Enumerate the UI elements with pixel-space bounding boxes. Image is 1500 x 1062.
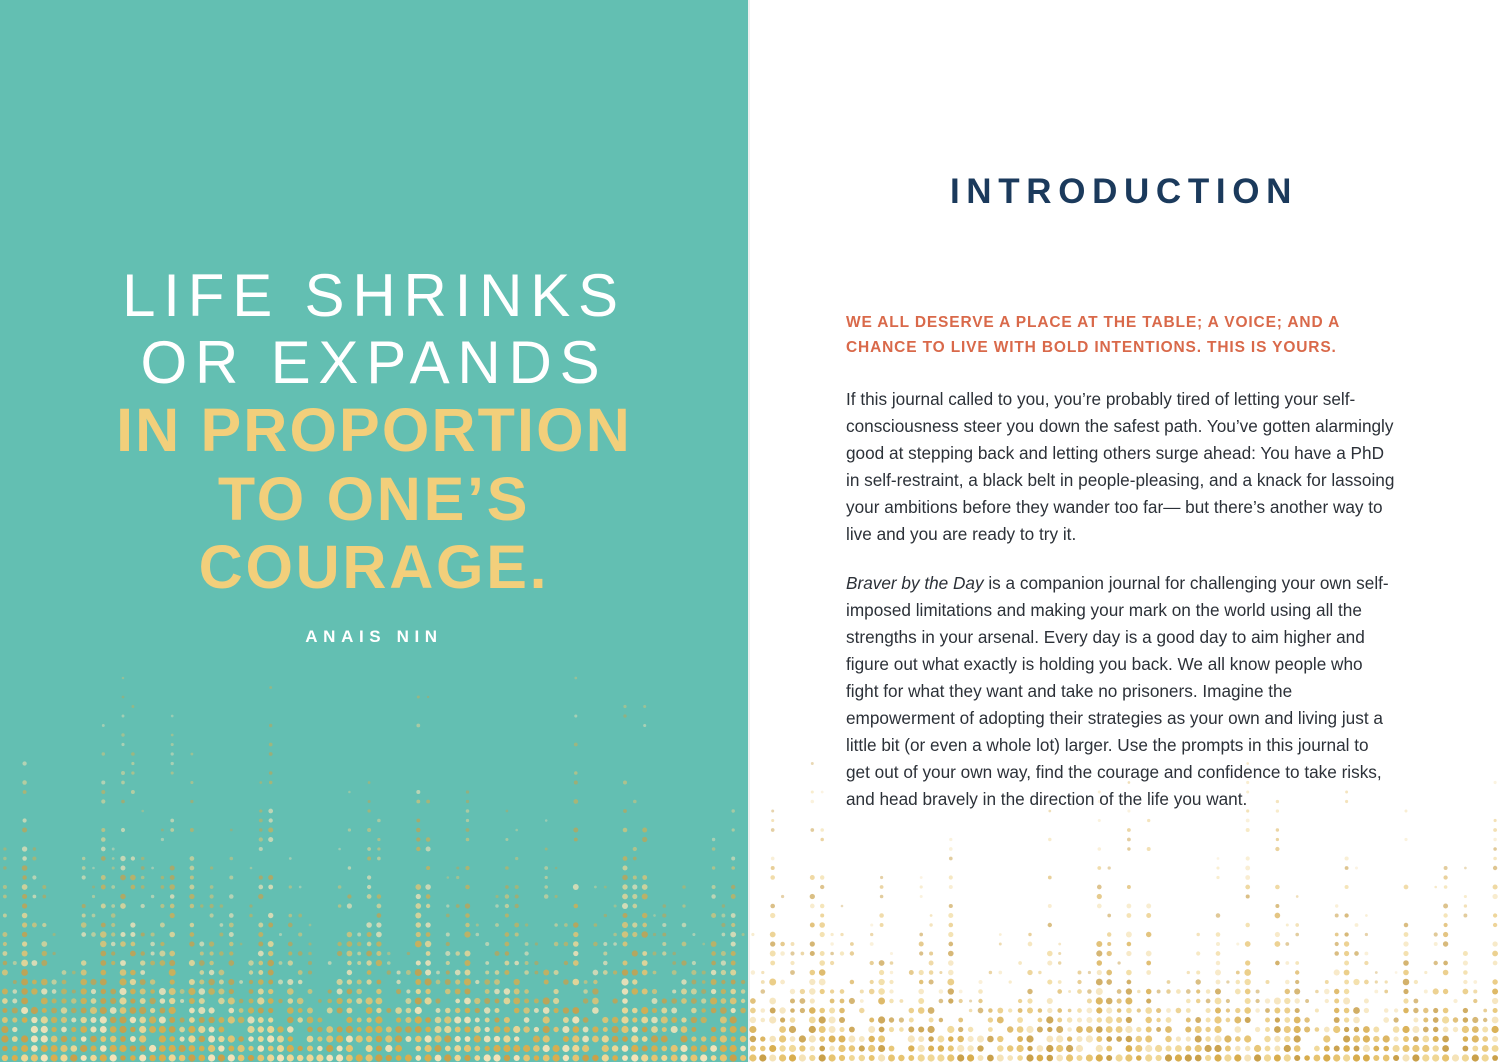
quote-line-2: OR EXPANDS (140, 329, 608, 397)
paragraph-1: If this journal called to you, you’re probably tired of letting your self-consciousness steer you down the safest path. You’ve gotten alarmingly good at stepping back and letting others surge ahead: You have a PhD in self-restraint, a black belt in people-pleasing, and a knack for lassoing your ambitions before they wander too far— but there’s another way to live and you are ready to try it. (846, 389, 1395, 545)
right-page (748, 0, 1500, 1062)
lede-paragraph: WE ALL DESERVE A PLACE AT THE TABLE; A VOICE; AND A CHANCE TO LIVE WITH BOLD INTENTIONS. THIS IS YOURS. (846, 314, 1340, 357)
gold-dot-skyline-pattern-left (0, 592, 748, 1062)
introduction-body (846, 310, 1396, 835)
quote-line-3: IN PROPORTION (116, 396, 632, 465)
quote-line-1: LIFE SHRINKS (122, 262, 626, 329)
paragraph-2-rest: is a companion journal for challenging your own self-imposed limitations and making your mark on the world using all the strengths in your arsenal. Every day is a good day to aim higher and figure out what exactly is holding you back. We all know people who fight for what they want and take no prisoners. Imagine the empowerment of adopting their strategies as your own and living just a little bit (or even a whole lot) larger. Use the prompts in this journal to get out of your own way, find the courage and confidence to take risks, and head bravely in the direction of the life you want. (846, 573, 1389, 810)
quote-line-5: COURAGE. (198, 533, 550, 601)
left-page (0, 0, 748, 1062)
quote-block (0, 262, 748, 647)
page-title: INTRODUCTION (949, 172, 1299, 211)
paragraph-2 (846, 570, 1396, 813)
quote-attribution: ANAIS NIN (305, 627, 443, 647)
book-title-italic: Braver by the Day (846, 573, 984, 594)
quote-line-4: TO ONE’S (217, 464, 531, 533)
page-fold-divider (748, 0, 750, 1062)
